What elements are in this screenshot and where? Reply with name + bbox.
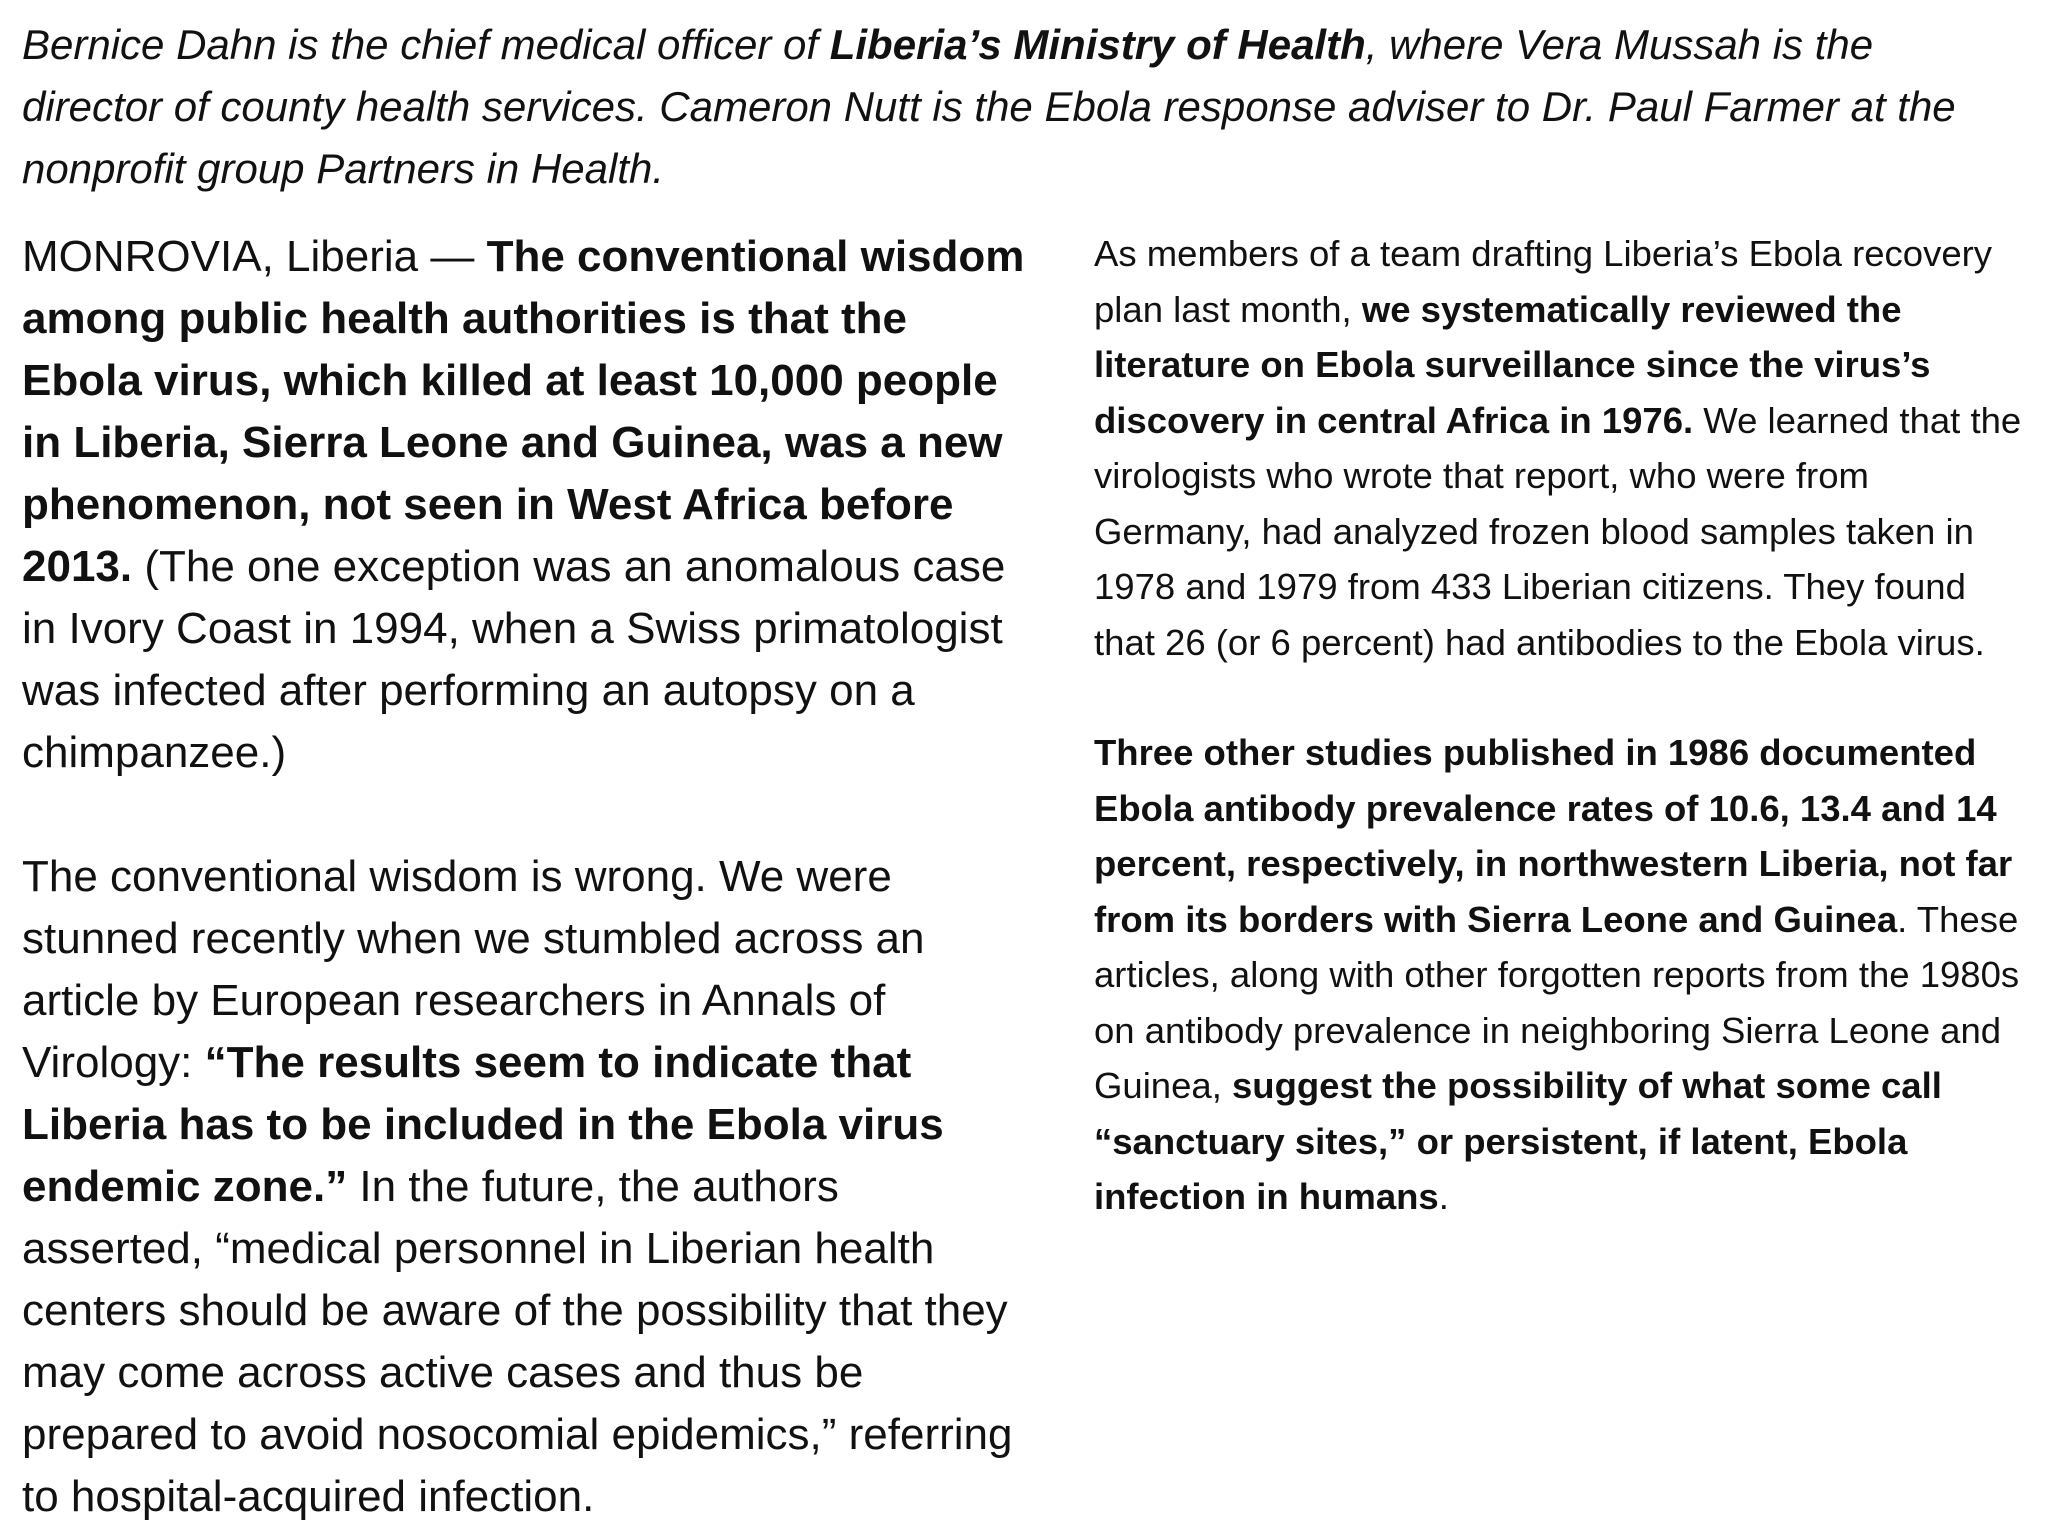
right-p2-bold-1: Three other studies published in 1986 documented Ebola antibody prevalence rates of 10.6, 13.4 and 14 percent, respectively, in northwestern Liberia, not far from its borders with Sierra Leone and Guinea — [1094, 732, 2013, 940]
right-p2-text-2: . — [1438, 1176, 1449, 1217]
author-bio — [22, 14, 2012, 200]
right-p1-text-2: We learned that the virologists who wrote that report, who were from Germany, had analyzed frozen blood samples taken in 1978 and 1979 from 433 Liberian citizens. They found that 26 (or 6 percent) had antibodies to the Ebola virus. — [1094, 399, 2022, 663]
right-p1-bold: we systematically reviewed the literature on Ebola surveillance since the virus’s discovery in central Africa in 1976. — [1094, 288, 1931, 441]
left-paragraph-2 — [22, 846, 1032, 1528]
left-p2-text-1: The conventional wisdom is wrong. We were stunned recently when we stumbled across an article by European researchers in Annals of Virology: — [22, 852, 925, 1087]
left-p1-bold: The conventional wisdom among public health authorities is that the Ebola virus, which killed at least 10,000 people in Liberia, Sierra Leone and Guinea, was a new phenomenon, not seen in West Africa before 2013. — [22, 232, 1025, 591]
left-paragraph-1 — [22, 226, 1032, 784]
right-p2-bold-2: suggest the possibility of what some call “sanctuary sites,” or persistent, if latent, Ebola infection in humans — [1094, 1065, 1942, 1217]
author-bio-text-2: , where Vera Mussah is the director of county health services. Cameron Nutt is the Ebola response adviser to Dr. Paul Farmer at the nonprofit group Partners in Health. — [22, 21, 1956, 192]
dateline: MONROVIA, Liberia — — [22, 232, 487, 281]
left-p2-text-2: In the future, the authors asserted, “medical personnel in Liberian health centers should be aware of the possibility that they may come across active cases and thus be prepared to avoid nosocomial epidemics,” referring to hospital-acquired infection. — [22, 1162, 1013, 1521]
author-bio-text-1: Bernice Dahn is the chief medical officer of — [22, 21, 830, 68]
right-p2-text-1: . These articles, along with other forgotten reports from the 1980s on antibody prevalence in neighboring Sierra Leone and Guinea, — [1094, 898, 2020, 1106]
right-paragraph-1 — [1094, 226, 2024, 670]
left-p2-bold-quote: “The results seem to indicate that Liberia has to be included in the Ebola virus endemic zone.” — [22, 1038, 944, 1211]
left-column — [22, 226, 1032, 1528]
left-p1-text: (The one exception was an anomalous case in Ivory Coast in 1994, when a Swiss primatologist was infected after performing an autopsy on a chimpanzee.) — [22, 542, 1006, 777]
right-column — [1094, 226, 2024, 1225]
right-p1-text-1: As members of a team drafting Liberia’s Ebola recovery plan last month, — [1094, 233, 1993, 330]
right-paragraph-2 — [1094, 725, 2024, 1225]
author-bio-bold-ministry: Liberia’s Ministry of Health — [829, 21, 1366, 68]
